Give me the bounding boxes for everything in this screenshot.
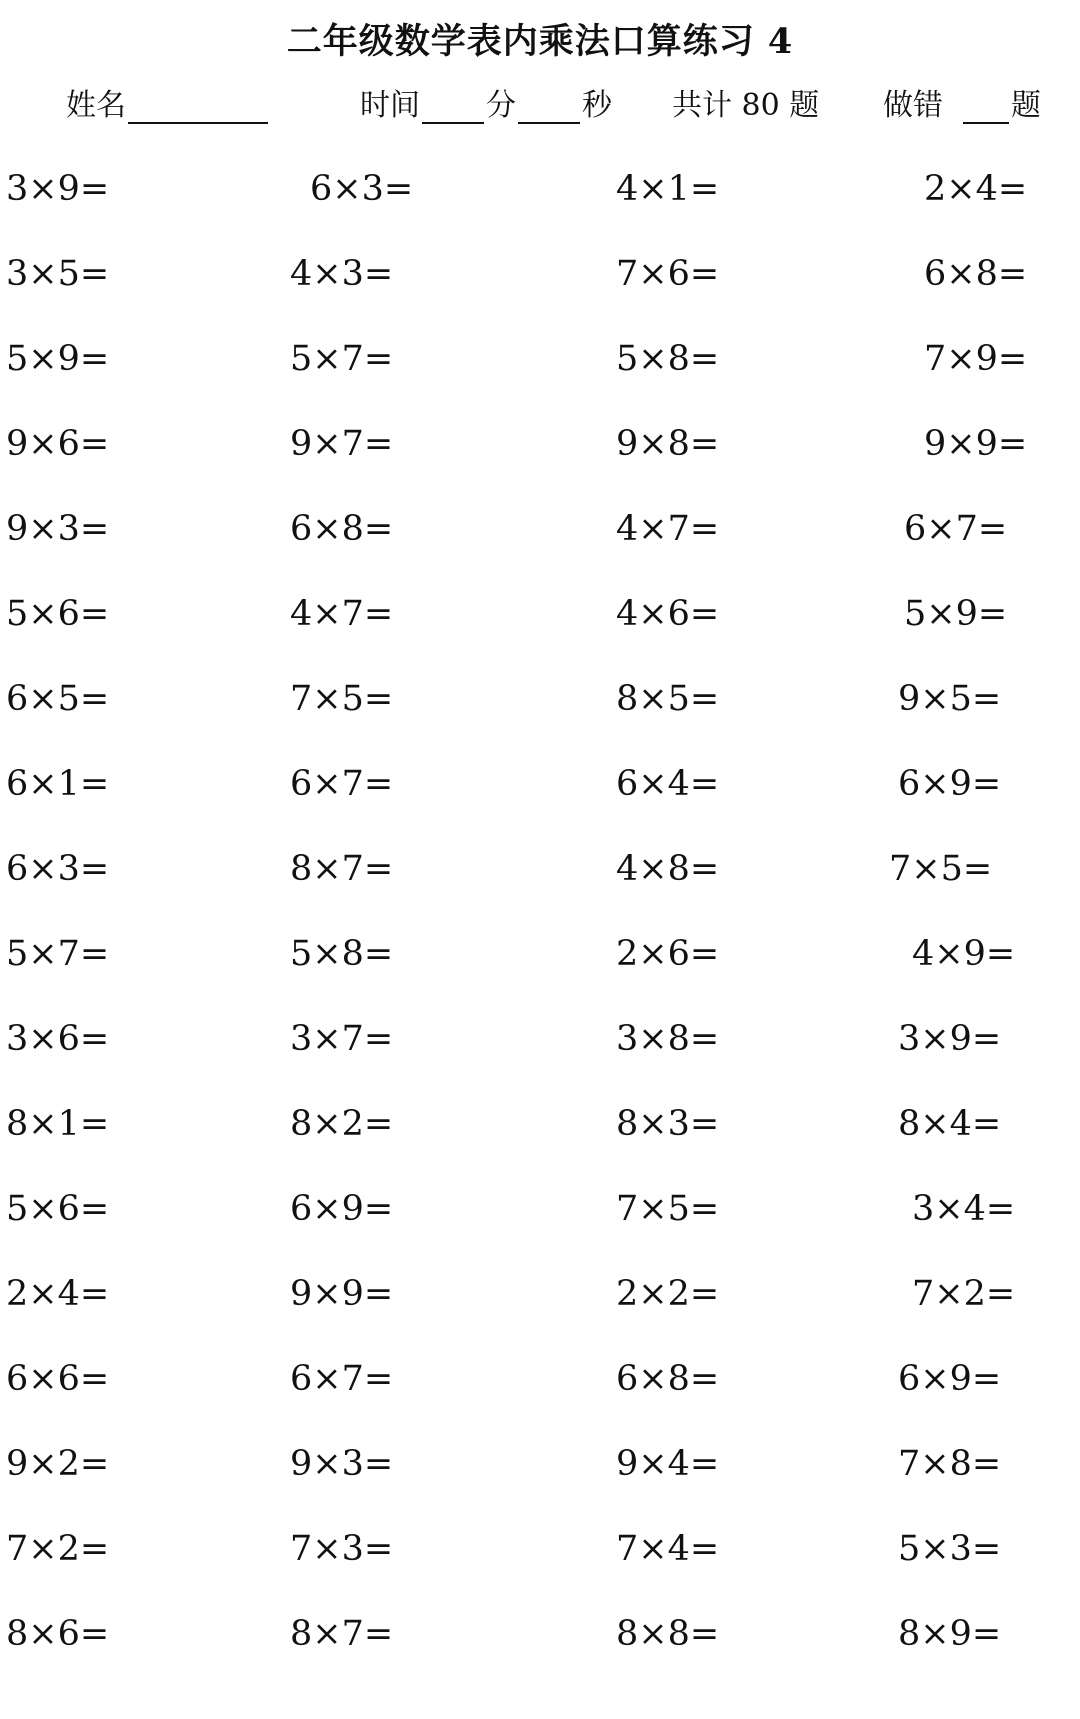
problem-cell: 3×5= (6, 254, 110, 294)
problem-cell: 5×6= (6, 1189, 110, 1229)
problem-cell: 9×7= (290, 424, 394, 464)
problem-cell: 8×9= (898, 1614, 1002, 1654)
problem-cell: 4×9= (912, 934, 1016, 974)
problem-cell: 6×7= (904, 509, 1008, 549)
problem-cell: 6×3= (6, 849, 110, 889)
minute-label: 分 (486, 88, 516, 123)
problem-cell: 6×9= (290, 1189, 394, 1229)
problem-cell: 6×8= (290, 509, 394, 549)
time-field (360, 80, 612, 124)
problem-cell: 9×9= (924, 424, 1028, 464)
problem-cell: 8×5= (616, 679, 720, 719)
problem-cell: 8×7= (290, 849, 394, 889)
problem-cell: 8×2= (290, 1104, 394, 1144)
problem-row (0, 764, 1080, 852)
problem-cell: 6×9= (898, 1359, 1002, 1399)
problem-cell: 2×2= (616, 1274, 720, 1314)
total-label: 共计 80 题 (672, 88, 820, 123)
problem-row (0, 1274, 1080, 1362)
problem-cell: 9×3= (6, 509, 110, 549)
problem-cell: 7×5= (616, 1189, 720, 1229)
problem-cell: 4×3= (290, 254, 394, 294)
problem-cell: 2×6= (616, 934, 720, 974)
problem-row (0, 1359, 1080, 1447)
problem-row (0, 169, 1080, 257)
problem-cell: 9×4= (616, 1444, 720, 1484)
problem-cell: 7×2= (6, 1529, 110, 1569)
problem-cell: 7×6= (616, 254, 720, 294)
worksheet-title: 二年级数学表内乘法口算练习 4 (286, 21, 794, 62)
problem-cell: 5×9= (6, 339, 110, 379)
problem-cell: 9×2= (6, 1444, 110, 1484)
problem-cell: 5×7= (290, 339, 394, 379)
second-label: 秒 (582, 88, 612, 123)
problem-cell: 2×4= (6, 1274, 110, 1314)
problem-cell: 3×9= (6, 169, 110, 209)
problem-cell: 6×6= (6, 1359, 110, 1399)
minute-blank[interactable] (422, 92, 484, 124)
problem-row (0, 339, 1080, 427)
problem-cell: 4×7= (290, 594, 394, 634)
problem-grid (0, 169, 1080, 1702)
problem-row (0, 424, 1080, 512)
second-blank[interactable] (518, 92, 580, 124)
problem-cell: 7×9= (924, 339, 1028, 379)
problem-cell: 8×4= (898, 1104, 1002, 1144)
problem-cell: 8×8= (616, 1614, 720, 1654)
wrong-suffix: 题 (1011, 88, 1041, 123)
problem-row (0, 1189, 1080, 1277)
problem-cell: 4×1= (616, 169, 720, 209)
problem-cell: 7×5= (290, 679, 394, 719)
problem-row (0, 1444, 1080, 1532)
problem-row (0, 1529, 1080, 1617)
wrong-blank[interactable] (963, 92, 1009, 124)
problem-cell: 3×8= (616, 1019, 720, 1059)
problem-cell: 9×8= (616, 424, 720, 464)
problem-cell: 3×6= (6, 1019, 110, 1059)
problem-cell: 5×8= (290, 934, 394, 974)
problem-cell: 3×7= (290, 1019, 394, 1059)
problem-cell: 4×6= (616, 594, 720, 634)
name-field (66, 80, 270, 124)
wrong-field (883, 80, 1041, 124)
problem-row (0, 254, 1080, 342)
problem-cell: 8×7= (290, 1614, 394, 1654)
problem-cell: 6×1= (6, 764, 110, 804)
header-row (0, 80, 1080, 130)
problem-row (0, 1019, 1080, 1107)
problem-row (0, 849, 1080, 937)
wrong-label: 做错 (883, 88, 943, 123)
problem-row (0, 509, 1080, 597)
problem-cell: 6×8= (616, 1359, 720, 1399)
problem-cell: 6×7= (290, 764, 394, 804)
problem-cell: 6×9= (898, 764, 1002, 804)
problem-cell: 6×4= (616, 764, 720, 804)
total-field (672, 80, 819, 124)
problem-cell: 7×5= (889, 849, 993, 889)
problem-cell: 9×6= (6, 424, 110, 464)
problem-cell: 4×7= (616, 509, 720, 549)
name-label: 姓名 (66, 88, 126, 123)
problem-cell: 6×3= (310, 169, 414, 209)
problem-cell: 7×4= (616, 1529, 720, 1569)
problem-cell: 8×6= (6, 1614, 110, 1654)
problem-cell: 6×8= (924, 254, 1028, 294)
problem-cell: 8×1= (6, 1104, 110, 1144)
problem-row (0, 1614, 1080, 1702)
problem-cell: 5×9= (904, 594, 1008, 634)
problem-cell: 7×2= (912, 1274, 1016, 1314)
problem-cell: 7×8= (898, 1444, 1002, 1484)
problem-row (0, 594, 1080, 682)
problem-cell: 2×4= (924, 169, 1028, 209)
time-label: 时间 (360, 88, 420, 123)
problem-cell: 3×9= (898, 1019, 1002, 1059)
problem-cell: 9×5= (898, 679, 1002, 719)
problem-cell: 5×6= (6, 594, 110, 634)
problem-cell: 9×9= (290, 1274, 394, 1314)
problem-cell: 3×4= (912, 1189, 1016, 1229)
problem-cell: 8×3= (616, 1104, 720, 1144)
problem-cell: 5×3= (898, 1529, 1002, 1569)
problem-cell: 7×3= (290, 1529, 394, 1569)
problem-cell: 5×8= (616, 339, 720, 379)
problem-row (0, 934, 1080, 1022)
problem-row (0, 1104, 1080, 1192)
problem-cell: 5×7= (6, 934, 110, 974)
problem-cell: 6×7= (290, 1359, 394, 1399)
problem-cell: 6×5= (6, 679, 110, 719)
name-blank[interactable] (128, 92, 268, 124)
problem-row (0, 679, 1080, 767)
problem-cell: 9×3= (290, 1444, 394, 1484)
problem-cell: 4×8= (616, 849, 720, 889)
